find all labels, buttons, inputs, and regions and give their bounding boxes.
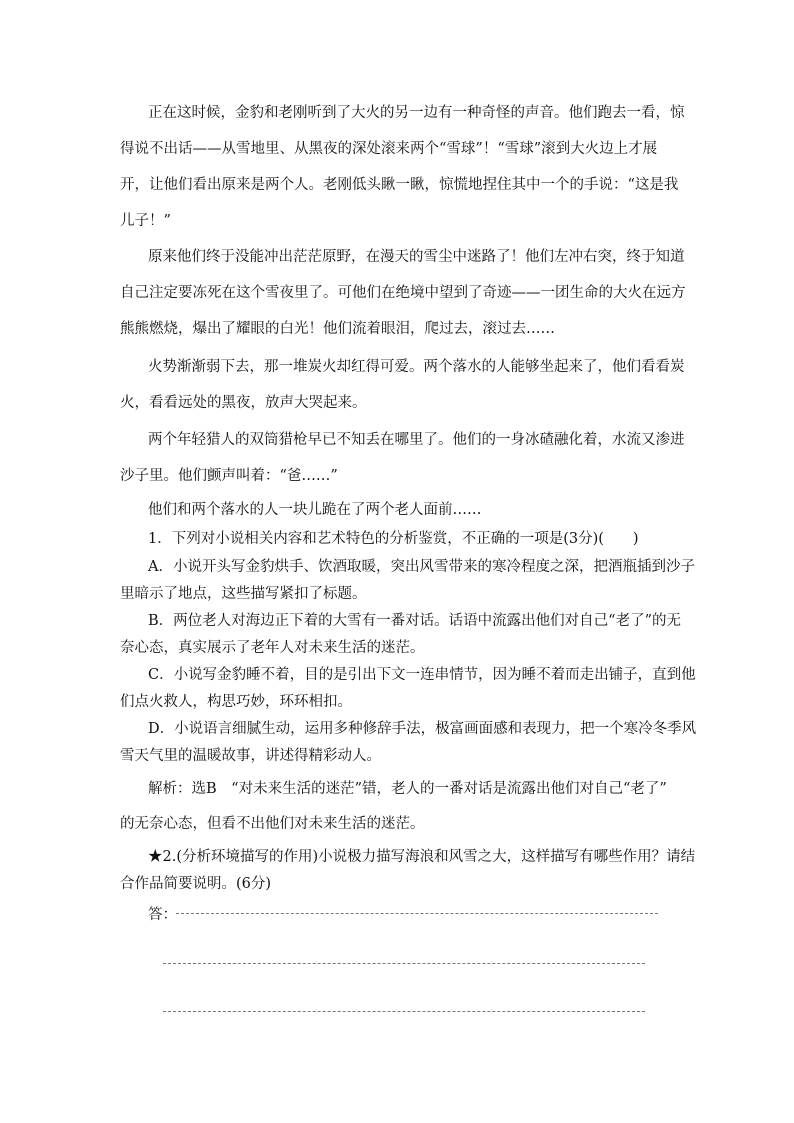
text-line: 原来他们终于没能冲出茫茫原野，在漫天的雪尘中迷路了！他们左冲右突，终于知道 bbox=[148, 249, 685, 265]
text-line: 解析：选B “对未来生活的迷茫”错，老人的一番对话是流露出他们对自己“老了” bbox=[148, 781, 667, 797]
text-line: 奈心态，真实展示了老年人对未来生活的迷茫。 bbox=[120, 640, 425, 656]
text-line: 儿子！” bbox=[120, 213, 171, 229]
text-line: 火势渐渐弱下去，那一堆炭火却红得可爱。两个落水的人能够坐起来了，他们看看炭 bbox=[148, 359, 685, 375]
text-line: B．两位老人对海边正下着的大雪有一番对话。话语中流露出他们对自己“老了”的无 bbox=[148, 613, 681, 629]
text-line: 得说不出话——从雪地里、从黑夜的深处滚来两个“雪球”！“雪球”滚到大火边上才展 bbox=[120, 141, 658, 157]
text-line: 熊熊燃烧，爆出了耀眼的白光！他们流着眼泪，爬过去，滚过去…… bbox=[120, 321, 555, 337]
text-line: 的无奈心态，但看不出他们对未来生活的迷茫。 bbox=[120, 816, 425, 832]
text-line: 两个年轻猎人的双筒猎枪早已不知丢在哪里了。他们的一身冰碴融化着，水流又渗进 bbox=[148, 432, 685, 448]
answer-line[interactable] bbox=[176, 913, 658, 914]
text-line: 火，看看远处的黑夜，放声大哭起来。 bbox=[120, 395, 367, 411]
question-stem: 1．下列对小说相关内容和艺术特色的分析鉴赏，不正确的一项是(3分)( ) bbox=[148, 531, 639, 547]
text-line: C．小说写金豹睡不着，目的是引出下文一连串情节，因为睡不着而走出铺子，直到他 bbox=[148, 667, 696, 683]
question-stem: 合作品简要说明。(6分) bbox=[120, 876, 272, 892]
text-line: 自己注定要冻死在这个雪夜里了。可他们在绝境中望到了奇迹——一团生命的大火在远方 bbox=[120, 285, 686, 301]
text-line: 他们和两个落水的人一块儿跪在了两个老人面前…… bbox=[148, 502, 482, 518]
text-line: A．小说开头写金豹烘手、饮酒取暖，突出风雪带来的寒冷程度之深，把酒瓶插到沙子 bbox=[148, 559, 695, 575]
text-line: 们点火救人，构思巧妙，环环相扣。 bbox=[120, 694, 352, 710]
text-line: 沙子里。他们颤声叫着：“爸……” bbox=[120, 468, 338, 484]
text-line: 开，让他们看出原来是两个人。老刚低头瞅一瞅，惊慌地捏住其中一个的手说：“这是我 bbox=[120, 177, 679, 193]
text-line: 雪天气里的温暖故事，讲述得精彩动人。 bbox=[120, 748, 381, 764]
answer-line[interactable] bbox=[163, 1011, 645, 1012]
answer-line[interactable] bbox=[163, 963, 645, 964]
text-line: 正在这时候，金豹和老刚听到了大火的另一边有一种奇怪的声音。他们跑去一看，惊 bbox=[148, 105, 685, 121]
text-line: D．小说语言细腻生动，运用多种修辞手法，极富画面感和表现力，把一个寒冷冬季风 bbox=[148, 721, 697, 737]
text-line: 里暗示了地点，这些描写紧扣了标题。 bbox=[120, 586, 367, 602]
question-stem: ★2.(分析环境描写的作用)小说极力描写海浪和风雪之大，这样描写有哪些作用？请结 bbox=[148, 849, 696, 865]
answer-label: 答： bbox=[148, 907, 177, 923]
